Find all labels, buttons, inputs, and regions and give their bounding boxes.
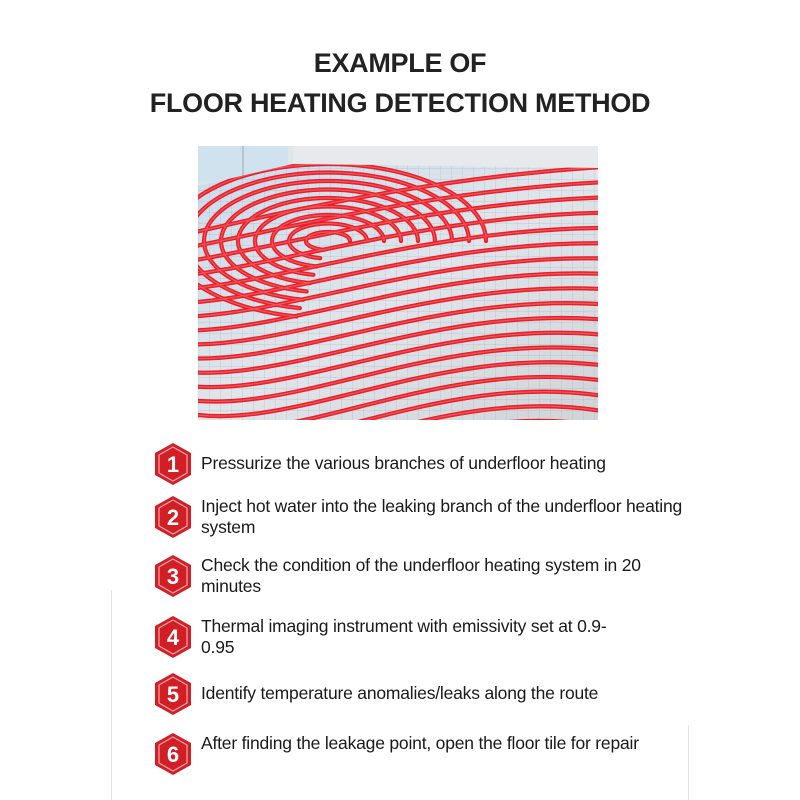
step-item-1 xyxy=(152,441,712,501)
step-number-badge xyxy=(152,441,194,487)
step-number-badge xyxy=(152,614,194,660)
step-number: 3 xyxy=(166,564,180,589)
step-text: Pressurize the various branches of underfloor heating xyxy=(201,453,606,473)
step-number: 1 xyxy=(166,452,180,477)
step-item-5 xyxy=(152,671,712,731)
step-number: 6 xyxy=(166,742,180,767)
page-title-line-1: EXAMPLE OF xyxy=(313,48,487,78)
step-text: Check the condition of the underfloor heating system in 20 minutes xyxy=(201,555,641,596)
step-number-badge xyxy=(152,731,194,777)
step-number-badge xyxy=(152,494,194,540)
step-number-badge xyxy=(152,553,194,599)
edge-divider-right xyxy=(688,725,689,800)
step-item-4 xyxy=(152,614,712,674)
page-title-line-2: FLOOR HEATING DETECTION METHOD xyxy=(149,88,651,118)
step-text: After finding the leakage point, open the floor tile for repair xyxy=(201,733,639,753)
step-number: 5 xyxy=(166,682,180,707)
step-text: Identify temperature anomalies/leaks along the route xyxy=(201,683,599,703)
step-number: 4 xyxy=(166,625,180,650)
edge-divider-left xyxy=(111,590,112,800)
step-item-6 xyxy=(152,731,712,791)
step-item-3 xyxy=(152,553,712,613)
step-text: Thermal imaging instrument with emissivity set at 0.9-0.95 xyxy=(201,616,607,657)
step-item-2 xyxy=(152,494,712,554)
step-number: 2 xyxy=(166,505,180,530)
step-number-badge xyxy=(152,671,194,717)
step-text: Inject hot water into the leaking branch of the underfloor heating system xyxy=(201,496,683,537)
